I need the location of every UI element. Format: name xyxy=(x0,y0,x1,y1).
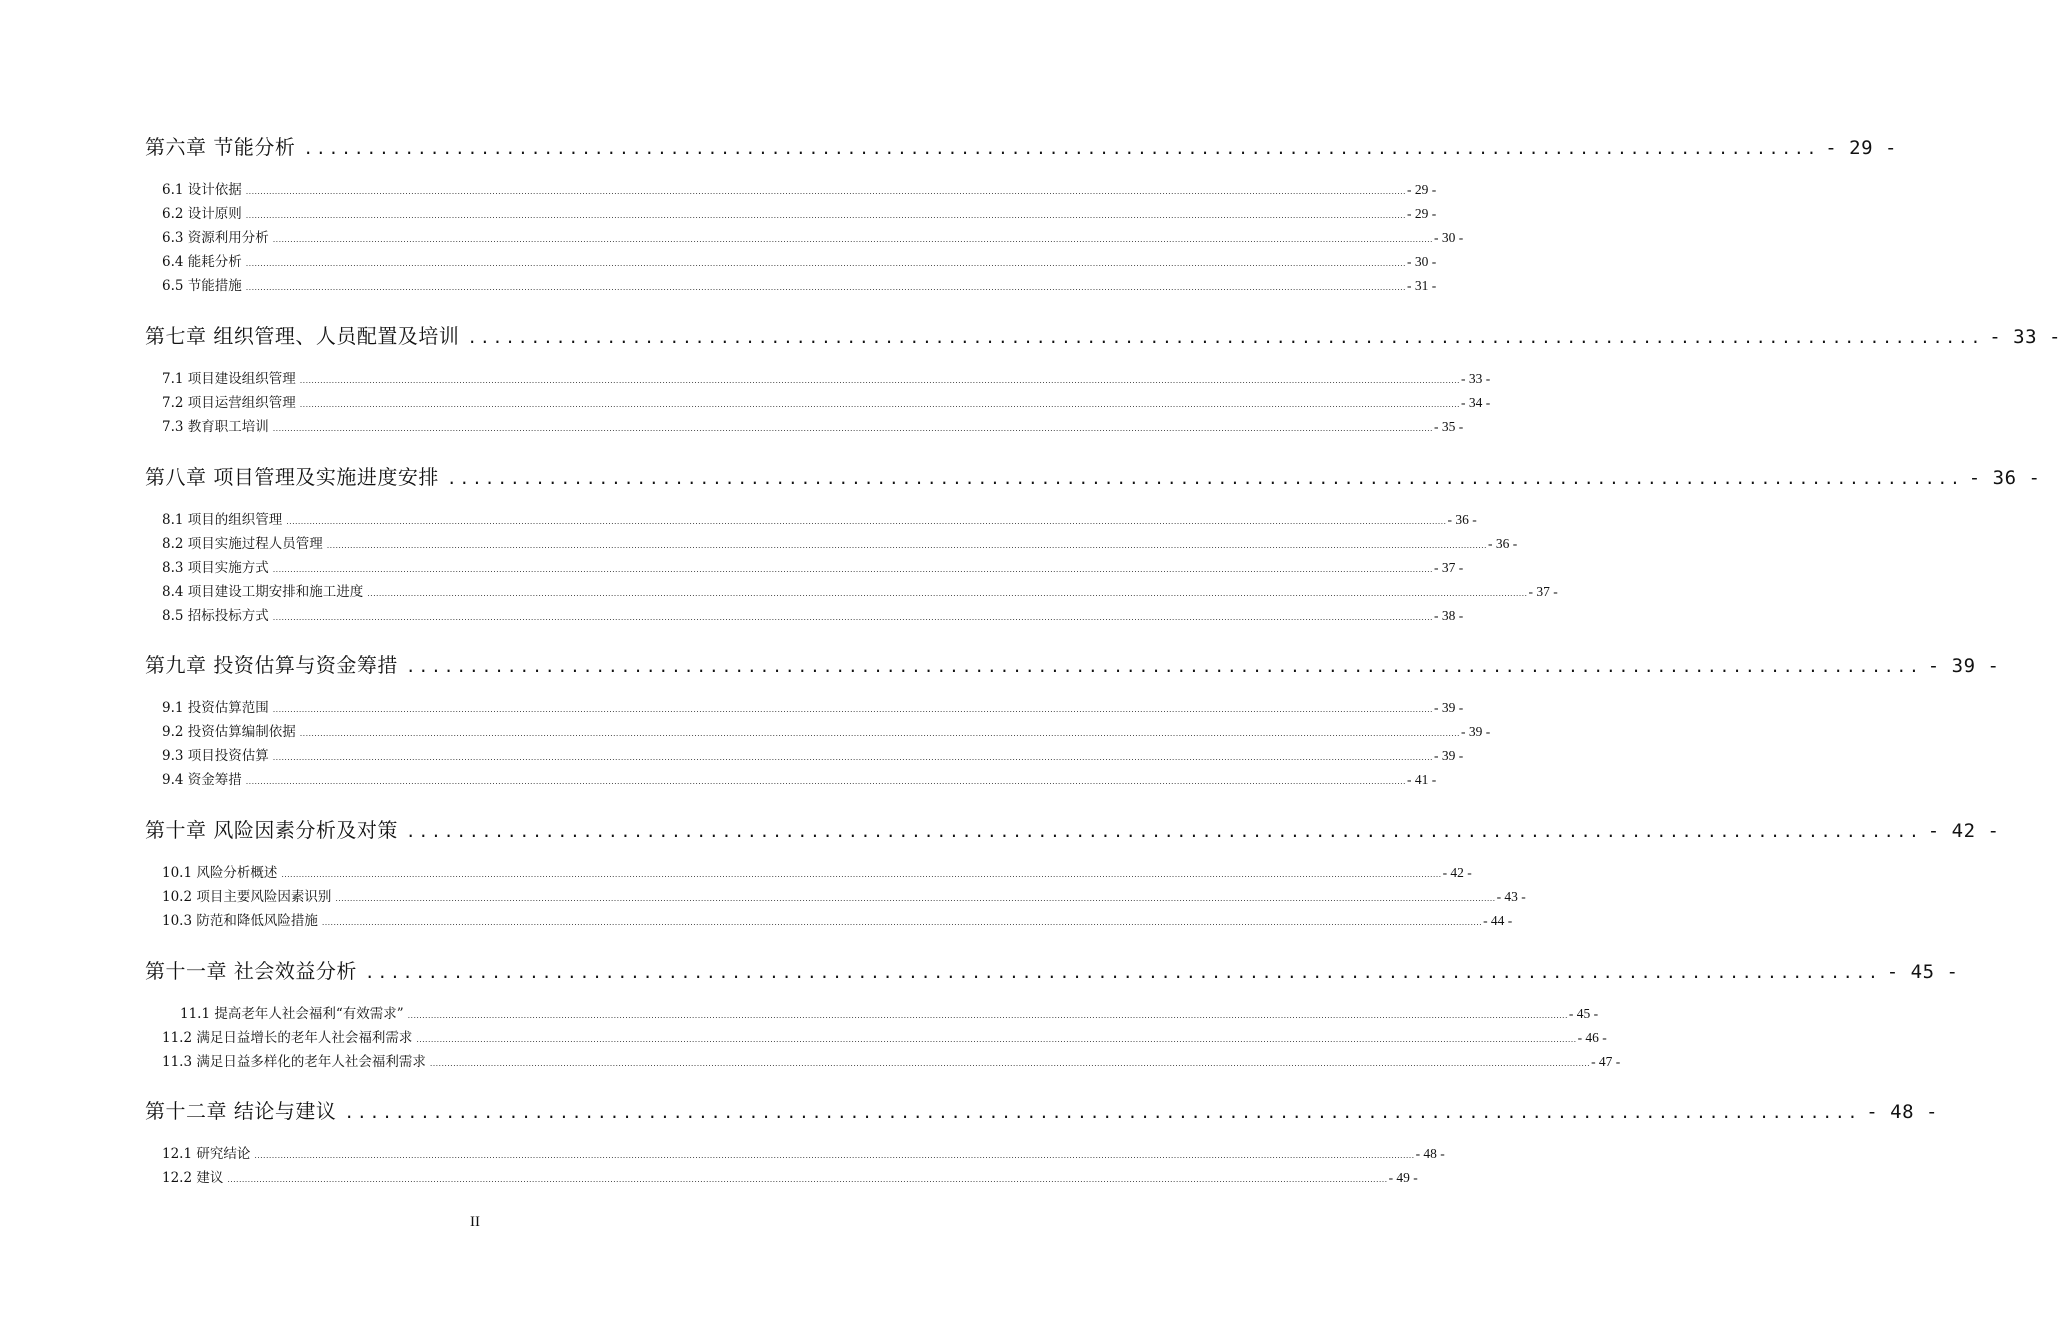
toc-section-entry[interactable] xyxy=(162,911,1513,931)
chapter-title: 第十章 风险因素分析及对策 xyxy=(145,818,398,842)
section-page-number: - 39 - xyxy=(1460,724,1491,739)
toc-section-entry[interactable] xyxy=(162,228,1464,248)
toc-section-entry[interactable] xyxy=(162,770,1437,790)
section-page-number: - 29 - xyxy=(1406,206,1437,221)
toc-section-entry[interactable] xyxy=(162,558,1464,578)
toc-chapter-entry[interactable] xyxy=(145,1096,1938,1126)
section-title: 10.1 风险分析概述 xyxy=(162,865,278,881)
section-page-number: - 47 - xyxy=(1591,1054,1621,1069)
toc-chapter-entry[interactable] xyxy=(145,815,2000,845)
chapter-page-number: - 36 - xyxy=(1968,467,2041,489)
toc-section-entry[interactable] xyxy=(162,606,1464,626)
section-title: 8.5 招标投标方式 xyxy=(162,608,269,624)
toc-section-entry[interactable] xyxy=(162,276,1437,296)
section-page-number: - 43 - xyxy=(1496,889,1526,904)
section-title: 9.1 投资估算范围 xyxy=(162,700,269,716)
chapter-title: 第十二章 结论与建议 xyxy=(145,1099,337,1123)
toc-section-entry[interactable] xyxy=(162,510,1477,530)
dot-leader: ................................................................................................................................................................................................................................................................................................................................................................................................................ xyxy=(245,210,1406,220)
dot-leader: ................................................................................................................................................................................................................................................................................................................................................................................................................ xyxy=(416,1034,1577,1044)
section-page-number: - 30 - xyxy=(1406,254,1437,269)
dot-leader: ................................................................................................................................................................................................................................................................................................................................................................................................................ xyxy=(321,917,1483,927)
dot-leader: ................................................................................................................................................................................................................................................................................................................................................................................................................ xyxy=(254,1150,1415,1160)
section-page-number: - 44 - xyxy=(1483,913,1513,928)
section-page-number: - 37 - xyxy=(1433,560,1464,575)
section-title: 9.3 项目投资估算 xyxy=(162,748,269,764)
section-page-number: - 34 - xyxy=(1460,395,1491,410)
toc-section-entry[interactable] xyxy=(162,393,1491,413)
section-page-number: - 36 - xyxy=(1447,512,1477,527)
section-title: 10.2 项目主要风险因素识别 xyxy=(162,889,332,905)
dot-leader: ................................................................................................................................................................................................................................................................................................................................................................................................................ xyxy=(429,1058,1591,1068)
section-title: 12.2 建议 xyxy=(162,1170,224,1186)
chapter-title: 第七章 组织管理、人员配置及培训 xyxy=(145,324,460,348)
dot-leader: ........................................................................................................................ xyxy=(303,139,1820,158)
chapter-page-number: - 39 - xyxy=(1927,655,2000,677)
toc-section-entry[interactable] xyxy=(162,180,1437,200)
chapter-page-number: - 48 - xyxy=(1866,1101,1938,1123)
toc-section-entry[interactable] xyxy=(162,1144,1445,1164)
dot-leader: ................................................................................................................................................................................................................................................................................................................................................................................................................ xyxy=(245,776,1406,786)
toc-chapter-entry[interactable] xyxy=(145,956,1959,986)
chapter-title: 第十一章 社会效益分析 xyxy=(145,959,357,983)
section-title: 9.2 投资估算编制依据 xyxy=(162,724,296,740)
dot-leader: ................................................................................................................................................................................................................................................................................................................................................................................................................ xyxy=(245,186,1406,196)
dot-leader: ................................................................................................................................................................................................................................................................................................................................................................................................................ xyxy=(272,612,1433,622)
dot-leader: ........................................................................................................................ xyxy=(467,328,1984,347)
section-title: 12.1 研究结论 xyxy=(162,1146,251,1162)
toc-section-entry[interactable] xyxy=(162,534,1518,554)
section-title: 11.2 满足日益增长的老年人社会福利需求 xyxy=(162,1030,413,1046)
section-page-number: - 48 - xyxy=(1415,1146,1445,1161)
dot-leader: ........................................................................................................................ xyxy=(344,1103,1861,1122)
section-page-number: - 33 - xyxy=(1460,371,1491,386)
section-title: 6.5 节能措施 xyxy=(162,278,242,294)
section-title: 6.3 资源利用分析 xyxy=(162,230,269,246)
toc-section-entry[interactable] xyxy=(162,1052,1621,1072)
dot-leader: ................................................................................................................................................................................................................................................................................................................................................................................................................ xyxy=(272,234,1433,244)
section-page-number: - 41 - xyxy=(1406,772,1437,787)
dot-leader: ................................................................................................................................................................................................................................................................................................................................................................................................................ xyxy=(299,728,1460,738)
chapter-title: 第八章 项目管理及实施进度安排 xyxy=(145,465,439,489)
section-title: 8.2 项目实施过程人员管理 xyxy=(162,536,323,552)
dot-leader: ................................................................................................................................................................................................................................................................................................................................................................................................................ xyxy=(272,423,1433,433)
dot-leader: ........................................................................................................................ xyxy=(405,822,1922,841)
toc-section-entry[interactable] xyxy=(162,582,1558,602)
section-title: 11.3 满足日益多样化的老年人社会福利需求 xyxy=(162,1054,426,1070)
dot-leader: ................................................................................................................................................................................................................................................................................................................................................................................................................ xyxy=(245,258,1406,268)
section-title: 7.3 教育职工培训 xyxy=(162,419,269,435)
chapter-title: 第九章 投资估算与资金筹措 xyxy=(145,653,398,677)
section-page-number: - 46 - xyxy=(1577,1030,1607,1045)
dot-leader: ................................................................................................................................................................................................................................................................................................................................................................................................................ xyxy=(326,540,1487,550)
section-title: 10.3 防范和降低风险措施 xyxy=(162,913,318,929)
dot-leader: ........................................................................................................................ xyxy=(446,469,1963,488)
toc-section-entry[interactable] xyxy=(162,722,1491,742)
section-page-number: - 45 - xyxy=(1568,1006,1599,1021)
chapter-title: 第六章 节能分析 xyxy=(145,135,296,159)
section-page-number: - 38 - xyxy=(1433,608,1464,623)
dot-leader: ................................................................................................................................................................................................................................................................................................................................................................................................................ xyxy=(245,282,1406,292)
section-page-number: - 37 - xyxy=(1528,584,1558,599)
section-title: 8.4 项目建设工期安排和施工进度 xyxy=(162,584,364,600)
dot-leader: ................................................................................................................................................................................................................................................................................................................................................................................................................ xyxy=(286,516,1447,526)
chapter-page-number: - 45 - xyxy=(1886,961,1959,983)
dot-leader: ................................................................................................................................................................................................................................................................................................................................................................................................................ xyxy=(407,1010,1568,1020)
toc-section-entry[interactable] xyxy=(162,698,1464,718)
section-title: 9.4 资金筹措 xyxy=(162,772,242,788)
page-number: II xyxy=(470,1214,480,1230)
section-title: 6.2 设计原则 xyxy=(162,206,242,222)
section-page-number: - 42 - xyxy=(1442,865,1472,880)
section-page-number: - 49 - xyxy=(1388,1170,1418,1185)
toc-section-entry[interactable] xyxy=(162,417,1464,437)
dot-leader: ........................................................................................................................ xyxy=(364,963,1881,982)
toc-chapter-entry[interactable] xyxy=(145,132,1897,162)
section-page-number: - 39 - xyxy=(1433,700,1464,715)
section-page-number: - 31 - xyxy=(1406,278,1437,293)
toc-section-entry[interactable] xyxy=(162,887,1526,907)
chapter-page-number: - 29 - xyxy=(1825,137,1897,159)
dot-leader: ................................................................................................................................................................................................................................................................................................................................................................................................................ xyxy=(227,1174,1388,1184)
toc-chapter-entry[interactable] xyxy=(145,321,2061,351)
dot-leader: ................................................................................................................................................................................................................................................................................................................................................................................................................ xyxy=(272,752,1433,762)
toc-section-entry[interactable] xyxy=(162,204,1437,224)
toc-chapter-entry[interactable] xyxy=(145,462,2041,492)
section-title: 8.1 项目的组织管理 xyxy=(162,512,283,528)
dot-leader: ................................................................................................................................................................................................................................................................................................................................................................................................................ xyxy=(335,893,1496,903)
toc-section-entry[interactable] xyxy=(162,863,1472,883)
dot-leader: ................................................................................................................................................................................................................................................................................................................................................................................................................ xyxy=(299,375,1460,385)
section-title: 6.1 设计依据 xyxy=(162,182,242,198)
dot-leader: ................................................................................................................................................................................................................................................................................................................................................................................................................ xyxy=(272,564,1433,574)
dot-leader: ........................................................................................................................ xyxy=(405,657,1922,676)
toc-section-entry[interactable] xyxy=(162,1168,1418,1188)
toc-section-entry[interactable] xyxy=(162,746,1464,766)
dot-leader: ................................................................................................................................................................................................................................................................................................................................................................................................................ xyxy=(272,704,1433,714)
section-page-number: - 30 - xyxy=(1433,230,1464,245)
chapter-page-number: - 33 - xyxy=(1989,326,2061,348)
section-title: 7.2 项目运营组织管理 xyxy=(162,395,296,411)
section-title: 11.1 提高老年人社会福利“有效需求” xyxy=(180,1006,404,1022)
toc-chapter-entry[interactable] xyxy=(145,650,2000,680)
section-page-number: - 39 - xyxy=(1433,748,1464,763)
section-title: 7.1 项目建设组织管理 xyxy=(162,371,296,387)
dot-leader: ................................................................................................................................................................................................................................................................................................................................................................................................................ xyxy=(299,399,1460,409)
dot-leader: ................................................................................................................................................................................................................................................................................................................................................................................................................ xyxy=(281,869,1442,879)
toc-section-entry[interactable] xyxy=(162,252,1437,272)
section-page-number: - 35 - xyxy=(1433,419,1464,434)
toc-section-entry[interactable] xyxy=(180,1004,1599,1024)
section-page-number: - 29 - xyxy=(1406,182,1437,197)
toc-section-entry[interactable] xyxy=(162,1028,1607,1048)
section-page-number: - 36 - xyxy=(1487,536,1518,551)
section-title: 8.3 项目实施方式 xyxy=(162,560,269,576)
section-title: 6.4 能耗分析 xyxy=(162,254,242,270)
toc-section-entry[interactable] xyxy=(162,369,1491,389)
chapter-page-number: - 42 - xyxy=(1927,820,2000,842)
dot-leader: ................................................................................................................................................................................................................................................................................................................................................................................................................ xyxy=(367,588,1528,598)
